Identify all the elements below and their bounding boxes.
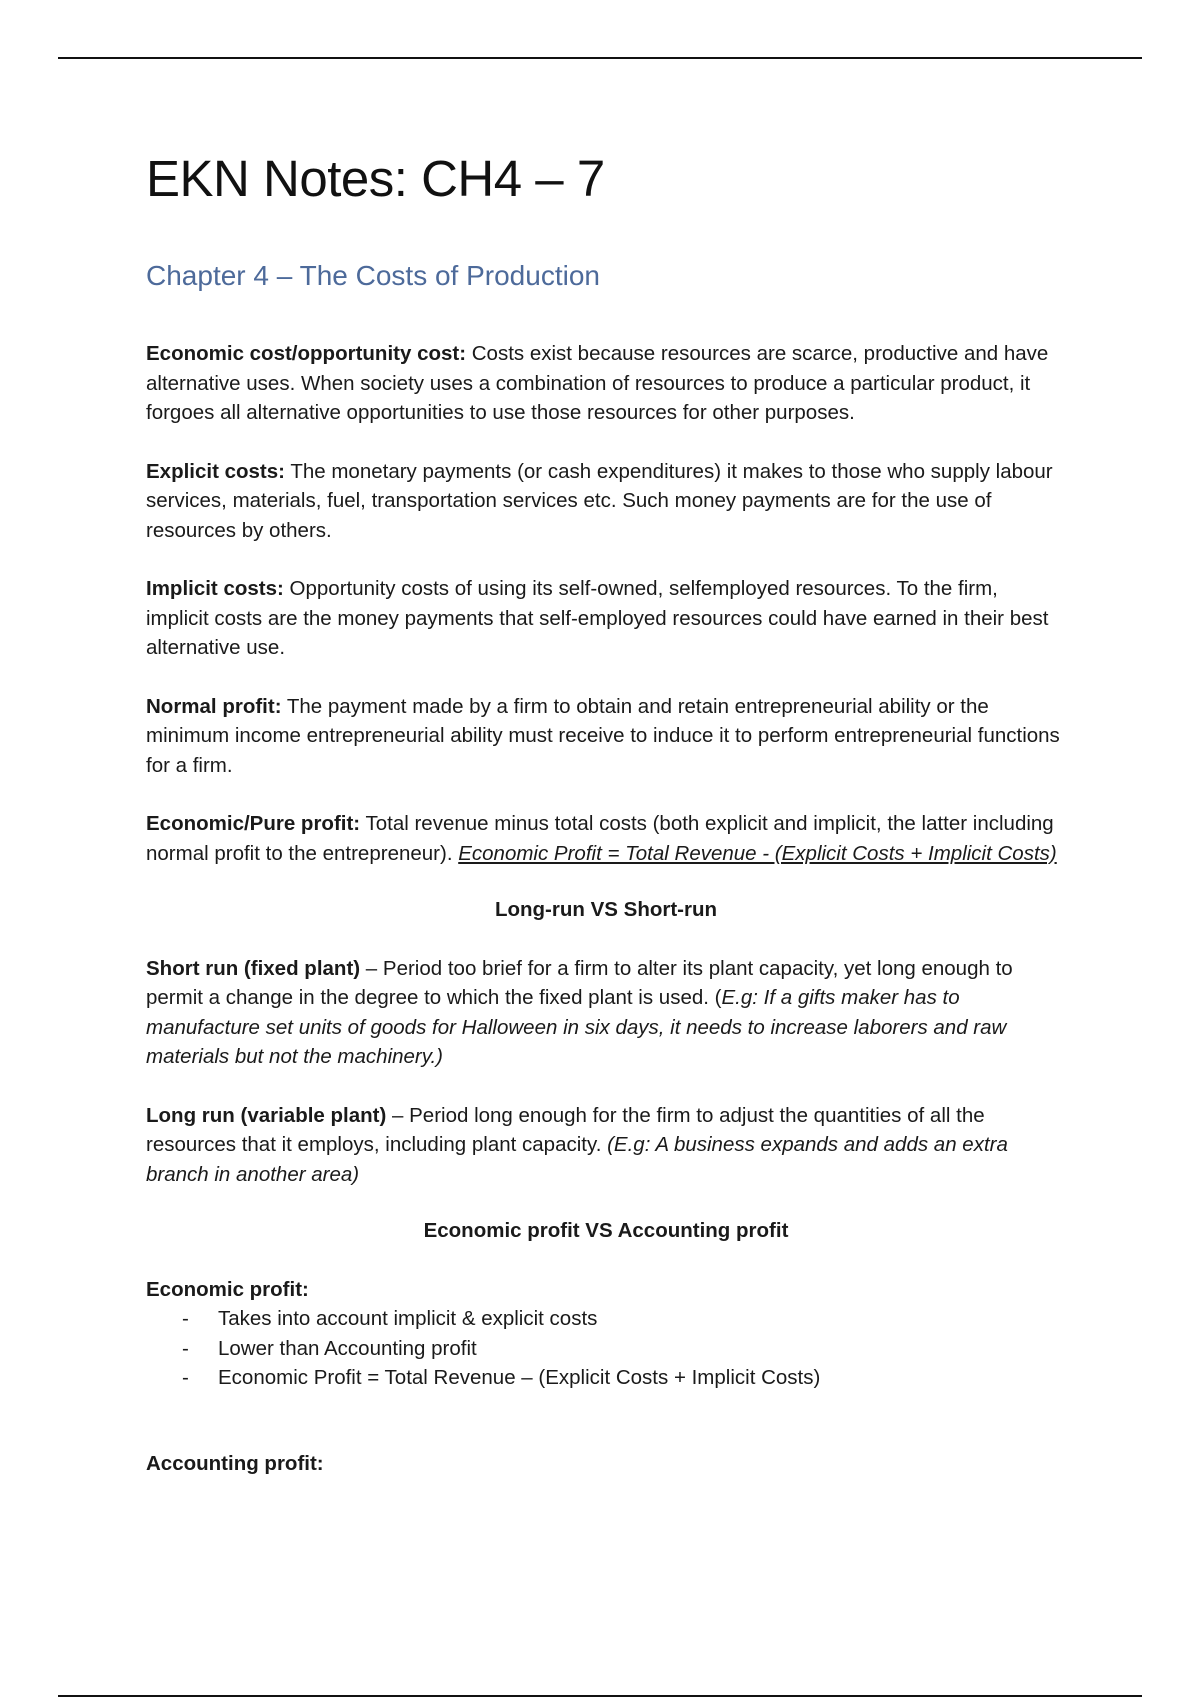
definition-explicit-costs: The monetary payments (or cash expenditures) it makes to those who supply labour services, materials, fuel, transportation services etc. Such money payments are for the use of resources by others. <box>146 459 1053 542</box>
document-title: EKN Notes: CH4 – 7 <box>146 150 605 207</box>
top-rule <box>58 57 1142 59</box>
dash-bullet: - <box>182 1366 189 1389</box>
economic-profit-formula: Economic Profit = Total Revenue - (Explicit Costs + Implicit Costs) <box>458 841 1057 865</box>
list-item <box>182 1334 1066 1364</box>
definition-long-run: – Period long enough for the firm to adjust the quantities of all the resources that it employs, including plant capacity. <box>146 1103 985 1156</box>
definition-economic-pure-profit: Total revenue minus total costs (both explicit and implicit, the latter including normal profit to the entrepreneur). <box>146 812 1054 865</box>
list-item-text: Lower than Accounting profit <box>218 1336 477 1360</box>
term-short-run: Short run (fixed plant) <box>146 956 361 980</box>
list-item-text: Takes into account implicit & explicit costs <box>218 1307 598 1330</box>
chapter-heading: Chapter 4 – The Costs of Production <box>146 260 600 291</box>
term-implicit-costs: Implicit costs: <box>146 577 284 600</box>
term-long-run: Long run (variable plant) <box>146 1103 387 1127</box>
paragraph-normal-profit <box>146 692 1066 781</box>
paragraph-short-run <box>146 954 1066 1072</box>
dash-bullet: - <box>182 1336 189 1360</box>
example-long-run: (E.g: A business expands and adds an extra branch in another area) <box>146 1133 1008 1186</box>
paragraph-implicit-costs <box>146 574 1066 663</box>
paragraph-economic-pure-profit <box>146 809 1066 868</box>
term-economic-pure-profit: Economic/Pure profit: <box>146 812 361 835</box>
definition-normal-profit: The payment made by a firm to obtain and retain entrepreneurial ability or the minimum income entrepreneurial ability must receive to induce it to perform entrepreneurial functions for a firm. <box>146 694 1060 777</box>
definition-economic-cost: Costs exist because resources are scarce, productive and have alternative uses. When society uses a combination of resources to produce a particular product, it forgoes all alternative opportunities to use those resources for other purposes. <box>146 342 1049 424</box>
paragraph-economic-cost <box>146 339 1066 428</box>
term-economic-cost: Economic cost/opportunity cost: <box>146 342 467 365</box>
page-content <box>146 148 1066 1478</box>
definition-short-run: – Period too brief for a firm to alter its plant capacity, yet long enough to permit a change in the degree to which the fixed plant is used. ( <box>146 956 1013 1009</box>
section-heading-economic-vs-accounting: Economic profit VS Accounting profit <box>423 1219 789 1242</box>
list-item <box>182 1363 1066 1393</box>
dash-bullet: - <box>182 1307 189 1330</box>
economic-profit-label: Economic profit: <box>146 1277 309 1301</box>
accounting-profit-label: Accounting profit: <box>146 1451 324 1475</box>
economic-profit-list <box>146 1304 1066 1393</box>
definition-implicit-costs: Opportunity costs of using its self-owned, selfemployed resources. To the firm, implicit costs are the money payments that self-employed resources could have earned in their best alternative use. <box>146 577 1049 659</box>
paragraph-explicit-costs <box>146 457 1066 546</box>
paragraph-long-run <box>146 1101 1066 1190</box>
bottom-rule <box>58 1695 1142 1697</box>
term-normal-profit: Normal profit: <box>146 694 282 718</box>
example-short-run: E.g: If a gifts maker has to manufacture set units of goods for Halloween in six days, it needs to increase laborers and raw materials but not the machinery.) <box>146 986 1007 1068</box>
term-explicit-costs: Explicit costs: <box>146 459 285 483</box>
list-item <box>182 1304 1066 1334</box>
section-heading-long-vs-short: Long-run VS Short-run <box>494 898 718 921</box>
list-item-text: Economic Profit = Total Revenue – (Explicit Costs + Implicit Costs) <box>218 1366 821 1389</box>
